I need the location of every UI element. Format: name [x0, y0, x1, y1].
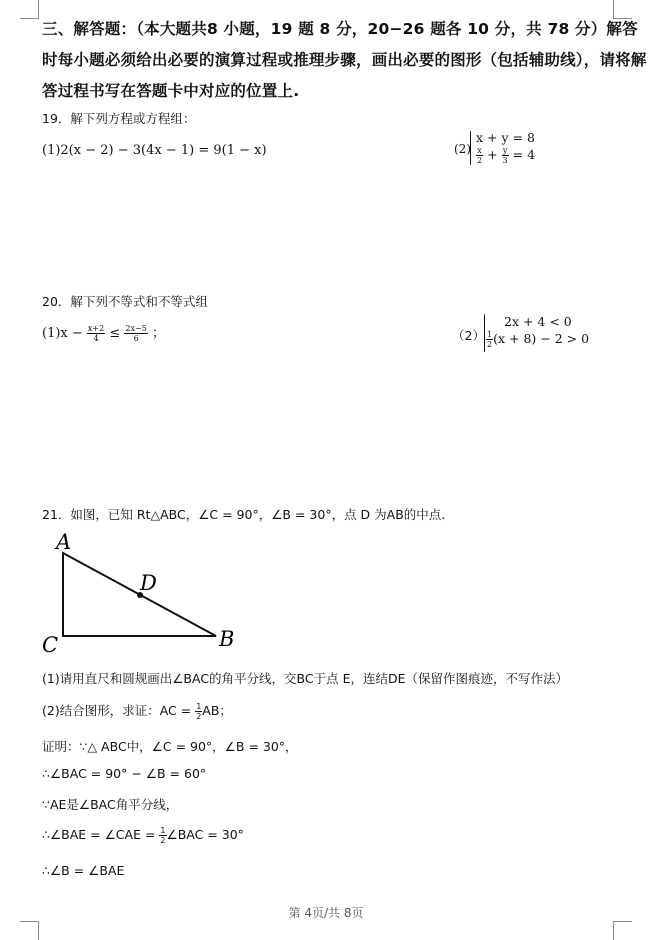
- q20-part2-ineq2: $\frac{1}{2}$ (x + 8) − 2 > 0: [487, 330, 590, 349]
- crop-mark-top-left: [20, 0, 39, 19]
- q21-title: 21．如图，已知 Rt△ABC，∠C = 90°，∠B = 30°，点 D 为AB的中点.: [42, 507, 446, 522]
- q20-part1: (1)x − $\frac{x+2}{4}$ ≤ $\frac{2x-5}{6}$ ；: [42, 324, 165, 343]
- label-b: B: [219, 627, 235, 651]
- q19-title: 19．解下列方程或方程组：: [42, 111, 196, 126]
- crop-mark-bottom-right: [613, 921, 632, 940]
- q21-part2: (2)结合图形，求证：AC = $\frac{1}{2}$ AB；: [42, 702, 232, 721]
- q20-part2-ineq1: 2x + 4 < 0: [504, 314, 572, 329]
- proof-line-3: ∵AE是∠BAC角平分线，: [42, 797, 179, 812]
- label-d: D: [140, 571, 157, 595]
- q19-part2-eq2: $\frac{x}{2}$ + $\frac{y}{3}$ = 4: [477, 146, 536, 165]
- q20-part2-label: （2）: [452, 328, 485, 343]
- q20-title: 20．解下列不等式和不等式组: [42, 294, 208, 309]
- proof-line-1: 证明：∵△ ABC中，∠C = 90°，∠B = 30°，: [42, 739, 298, 754]
- crop-mark-bottom-left: [20, 921, 39, 940]
- proof-line-2: ∴∠BAC = 90° − ∠B = 60°: [42, 766, 207, 781]
- proof-line-5: ∴∠B = ∠BAE: [42, 863, 125, 878]
- q21-part1: (1)请用直尺和圆规画出∠BAC的角平分线，交BC于点 E，连结DE（保留作图痕迹，不写作法）: [42, 671, 569, 686]
- proof-line-4: ∴∠BAE = ∠CAE = $\frac{1}{2}$ ∠BAC = 30°: [42, 826, 244, 845]
- q20-system-brace: [484, 314, 485, 352]
- page-number-footer: 第 4页/共 8页: [288, 906, 364, 920]
- label-c: C: [42, 633, 59, 655]
- q19-part1: (1)2(x − 2) − 3(4x − 1) = 9(1 − x): [42, 143, 267, 158]
- q19-part2-label: (2): [454, 142, 471, 156]
- label-a: A: [56, 530, 72, 554]
- q19-system-brace: [470, 131, 471, 165]
- q19-part2-eq1: x + y = 8: [476, 130, 535, 145]
- triangle-figure: [36, 530, 246, 655]
- section-heading: 三、解答题：（本大题共8 小题，19 题 8 分，20−26 题各 10 分，共 78 分）解答时每小题必须给出必要的演算过程或推理步骤，画出必要的图形（包括辅助线），请将解答过程书写在答题卡中对应的位置上.: [42, 20, 647, 100]
